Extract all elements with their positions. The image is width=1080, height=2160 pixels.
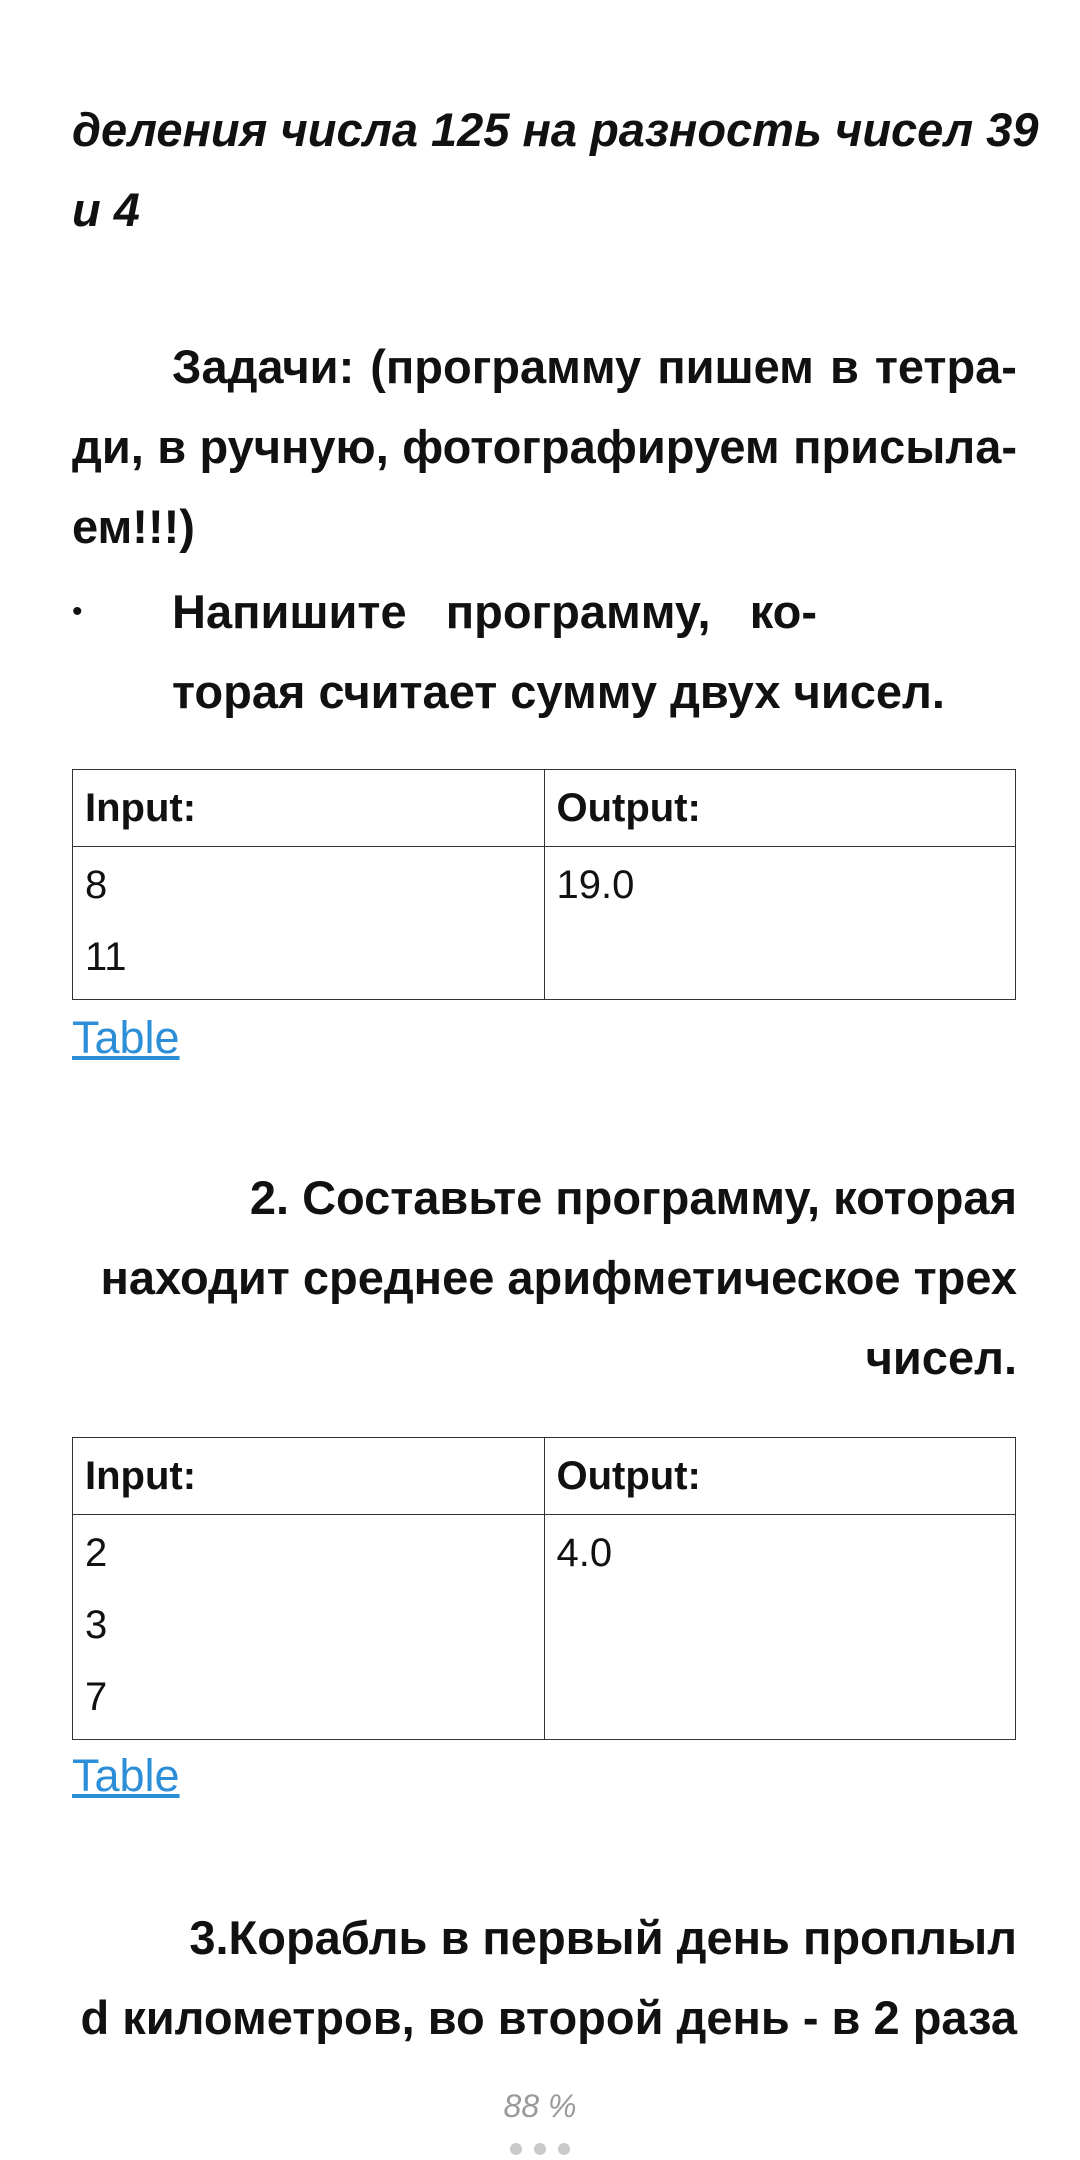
input-value: 3 <box>85 1603 108 1647</box>
output-header: Output: <box>544 1438 1016 1515</box>
output-cell <box>544 847 1016 1000</box>
task3-paragraph <box>72 1898 1017 2058</box>
table-row <box>73 847 1016 1000</box>
input-cell <box>73 1515 545 1740</box>
dot-icon <box>510 2143 522 2155</box>
zoom-indicator: 88 % <box>503 2088 577 2124</box>
table-header-row <box>73 1438 1016 1515</box>
output-value: 19.0 <box>556 863 635 907</box>
bullet-icon: • <box>72 595 83 628</box>
tasks-header-word: ди, <box>72 420 144 473</box>
tasks-header-line-1 <box>72 327 1017 407</box>
task1-line-2: торая считает сумму двух чисел. <box>172 665 945 718</box>
tasks-header-word: тетра- <box>874 340 1017 393</box>
tasks-header-word: (программу <box>370 340 642 393</box>
tasks-header-word: в <box>829 340 859 393</box>
input-cell <box>73 847 545 1000</box>
task2-line-3: чисел. <box>865 1331 1017 1384</box>
task2-line-2: находит среднее арифметическое трех <box>100 1251 1017 1304</box>
tasks-header-line-3: ем!!!) <box>72 500 195 553</box>
intro-line-1: деления числа 125 на разность чисел 39 <box>72 103 1039 156</box>
intro-paragraph <box>72 90 1039 250</box>
task2-line-1: 2. Составьте программу, которая <box>249 1171 1017 1224</box>
intro-line-2: и 4 <box>72 183 140 236</box>
task1-word: ко- <box>749 585 817 638</box>
task1-io-table <box>72 769 1016 1000</box>
tasks-header <box>72 327 1017 567</box>
tasks-header-word: в <box>157 420 187 473</box>
input-value: 2 <box>85 1531 108 1575</box>
task1-line-1 <box>172 572 817 652</box>
more-options-icon[interactable] <box>510 2143 570 2155</box>
table-header-row <box>73 770 1016 847</box>
task3-line-2: d километров, во второй день - в 2 раза <box>80 1991 1017 2044</box>
table-row <box>73 1515 1016 1740</box>
task1-text <box>172 572 945 732</box>
input-header: Input: <box>73 1438 545 1515</box>
task2-io-table <box>72 1437 1016 1740</box>
output-cell <box>544 1515 1016 1740</box>
task1-word: Напишите <box>172 585 407 638</box>
dot-icon <box>534 2143 546 2155</box>
output-value: 4.0 <box>556 1531 613 1575</box>
input-header: Input: <box>73 770 545 847</box>
task2-paragraph <box>72 1158 1017 1398</box>
tasks-header-word: ручную, <box>199 420 389 473</box>
tasks-header-word: фотографируем <box>402 420 780 473</box>
task1-word: программу, <box>445 585 711 638</box>
task1-table-link[interactable]: Table <box>72 1012 180 1063</box>
tasks-header-word: пишем <box>657 340 814 393</box>
task3-line-1: 3.Корабль в первый день проплыл <box>189 1911 1017 1964</box>
tasks-header-line-2 <box>72 407 1017 487</box>
tasks-header-word: присыла- <box>793 420 1017 473</box>
tasks-header-word: Задачи: <box>172 340 355 393</box>
task2-table-link[interactable]: Table <box>72 1750 180 1801</box>
input-value: 11 <box>85 935 127 979</box>
output-header: Output: <box>544 770 1016 847</box>
task1-bullet-item <box>72 572 1017 732</box>
dot-icon <box>558 2143 570 2155</box>
input-value: 8 <box>85 863 108 907</box>
input-value: 7 <box>85 1675 108 1719</box>
